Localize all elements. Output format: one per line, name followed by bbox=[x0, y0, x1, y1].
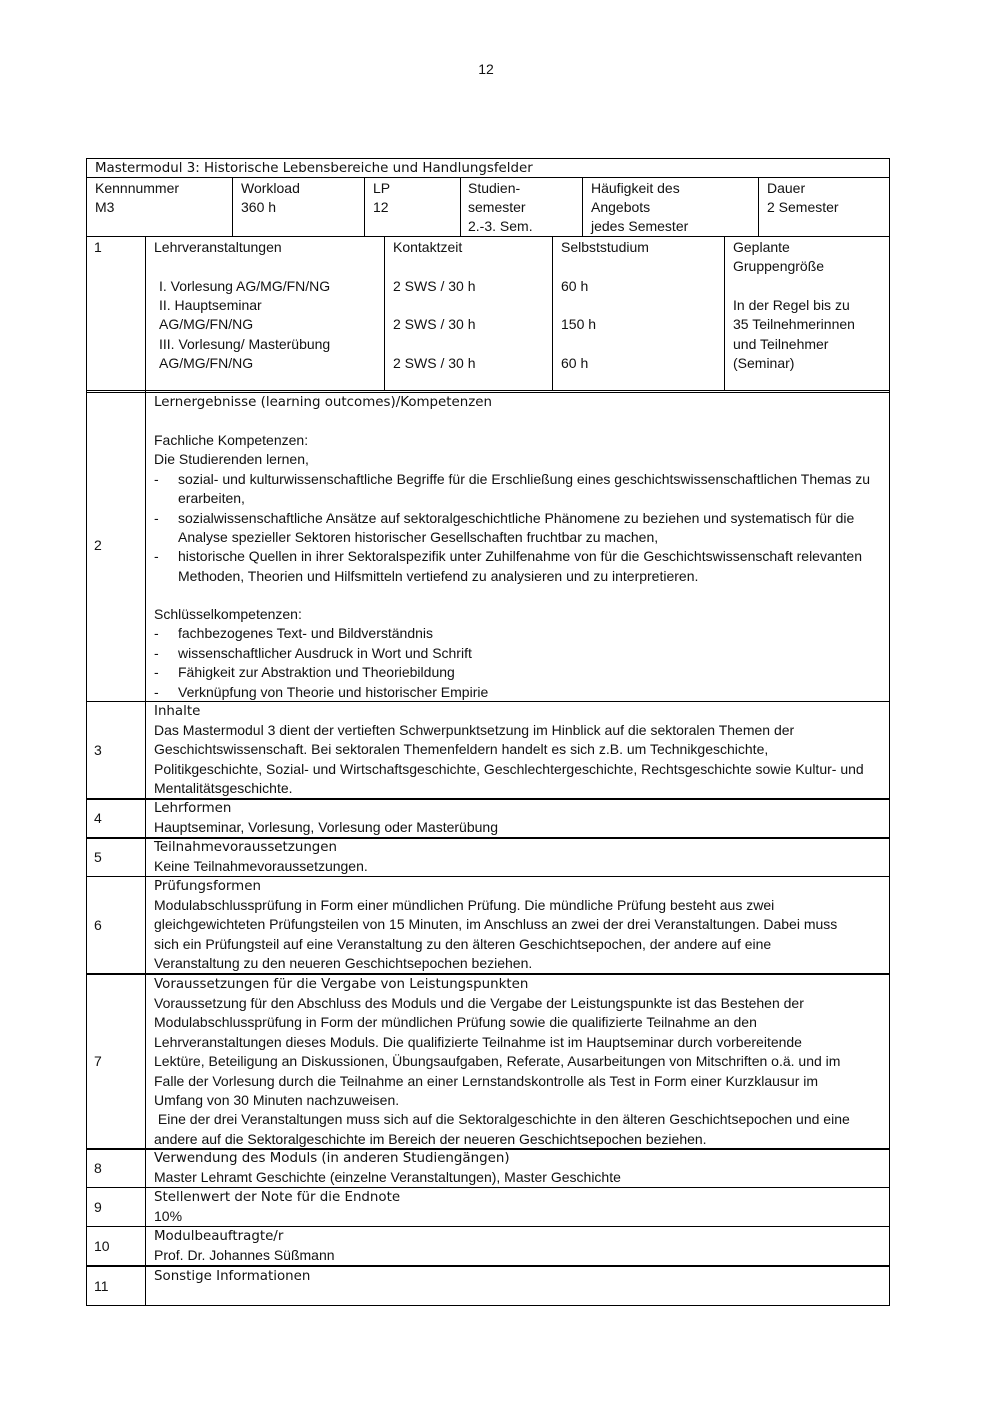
header-studiensemester-value: 2.-3. Sem. bbox=[468, 218, 533, 234]
course-name: III. Vorlesung/ Masterübung bbox=[159, 336, 331, 352]
col-header-gruppen-1: Geplante bbox=[733, 239, 790, 255]
course-name: II. Hauptseminar bbox=[159, 297, 262, 313]
list-item: - historische Quellen in ihrer Sektoralspezifik unter Zuhilfenahme von für die Geschichtswissenschaft relevanten Methoden, Theorien und Hilfsmitteln vertiefend zu analysieren und zu interpretieren. bbox=[154, 547, 874, 586]
row-number: 8 bbox=[94, 1160, 102, 1176]
section-text-paragraph: Eine der drei Veranstaltungen muss sich auf die Sektoralgeschichte in den älteren Geschichtsepochen und eine andere auf die Sektoralgeschichte im Bereich der neueren Geschichtsepochen beziehen. bbox=[154, 1111, 854, 1147]
section-text: Modulabschlussprüfung in Form einer mündlichen Prüfung. Die mündliche Prüfung besteht aus zwei gleichgewichteten Prüfungsteilen von 15 Minuten, im Anschluss an zwei der drei Veranstaltungen. Dabei muss sich ein Prüfungsteil auf eine Veranstaltung zu den älteren Geschichtsepochen, der andere auf eine Veranstaltung zu den neueren Geschichtsepochen beziehen. bbox=[154, 897, 838, 972]
section-heading: Lernergebnisse (learning outcomes)/Kompetenzen bbox=[154, 395, 493, 410]
header-lp-value: 12 bbox=[373, 199, 389, 215]
header-workload-value: 360 h bbox=[241, 199, 277, 215]
fachliche-kompetenzen bbox=[154, 431, 874, 586]
list-item: - sozialwissenschaftliche Ansätze auf sektoralgeschichtliche Phänomene zu beziehen und systematisch für die Analyse spezieller Sektoren historischer Gesellschaften fruchtbar zu machen, bbox=[154, 509, 874, 548]
course-name-line2: AG/MG/FN/NG bbox=[159, 355, 254, 371]
section-heading: Teilnahmevoraussetzungen bbox=[154, 840, 338, 855]
schluesselkompetenzen bbox=[154, 605, 874, 702]
row-number: 9 bbox=[94, 1199, 102, 1215]
course-name: I. Vorlesung AG/MG/FN/NG bbox=[159, 278, 331, 294]
header-dauer-label: Dauer bbox=[767, 180, 806, 196]
fachliche-intro: Die Studierenden lernen, bbox=[154, 451, 309, 468]
header-kennnummer-value: M3 bbox=[95, 199, 115, 215]
list-item: - sozial- und kulturwissenschaftliche Begriffe für die Erschließung eines geschichtswissenschaftlichen Themas zu erarbeiten, bbox=[154, 470, 874, 509]
row-number: 2 bbox=[94, 537, 102, 553]
course-name-line2: AG/MG/FN/NG bbox=[159, 316, 254, 332]
list-item: - wissenschaftlicher Ausdruck in Wort und Schrift bbox=[154, 644, 874, 663]
schluessel-heading: Schlüsselkompetenzen: bbox=[154, 606, 302, 622]
section-heading: Voraussetzungen für die Vergabe von Leistungspunkten bbox=[154, 977, 529, 992]
gruppen-text-line: 35 Teilnehmerinnen bbox=[733, 316, 855, 332]
header-kennnummer-label: Kennnummer bbox=[95, 180, 180, 196]
list-item: - Fähigkeit zur Abstraktion und Theoriebildung bbox=[154, 663, 874, 682]
row-number: 6 bbox=[94, 917, 102, 933]
course-kontaktzeit: 2 SWS / 30 h bbox=[393, 316, 476, 332]
header-studiensemester-label: Studien- bbox=[468, 180, 521, 196]
row-number: 10 bbox=[94, 1238, 110, 1254]
list-item: - Verknüpfung von Theorie und historischer Empirie bbox=[154, 683, 874, 702]
section-text: Prof. Dr. Johannes Süßmann bbox=[154, 1247, 335, 1263]
header-haeufigkeit-label2: Angebots bbox=[591, 199, 651, 215]
section-text-paragraph: Voraussetzung für den Abschluss des Moduls und die Vergabe der Leistungspunkte ist das Bestehen der Modulabschlussprüfung in Form der mündlichen Prüfung sowie die qualifizierte Teilnahme an den Lehrveranstaltungen dieses Moduls. Die qualifizierte Teilnahme ist im Hauptseminar durch vorbereitende Lektüre, Beteiligung an Diskussionen, Übungsaufgaben, Referate, Ausarbeitungen von Mitschriften o.ä. und im Falle der Vorlesung durch die Teilnahme an einer Lernstandskontrolle als Test in Form einer Kurzklausur im Umfang von 30 Minuten nachzuweisen. bbox=[154, 995, 841, 1109]
gruppen-text-line: (Seminar) bbox=[733, 355, 795, 371]
fachliche-heading: Fachliche Kompetenzen: bbox=[154, 432, 309, 448]
col-header-kontaktzeit: Kontaktzeit bbox=[393, 239, 463, 255]
header-dauer-value: 2 Semester bbox=[767, 199, 839, 215]
col-header-gruppen-2: Gruppengröße bbox=[733, 258, 825, 274]
section-text: Keine Teilnahmevoraussetzungen. bbox=[154, 858, 368, 874]
section-heading: Verwendung des Moduls (in anderen Studiengängen) bbox=[154, 1151, 510, 1166]
row-number: 3 bbox=[94, 742, 102, 758]
section-heading: Sonstige Informationen bbox=[154, 1269, 311, 1284]
course-kontaktzeit: 2 SWS / 30 h bbox=[393, 355, 476, 371]
section-text: 10% bbox=[154, 1208, 183, 1224]
row-number: 7 bbox=[94, 1053, 102, 1069]
section-heading: Inhalte bbox=[154, 704, 201, 719]
course-selbststudium: 60 h bbox=[561, 355, 589, 371]
row-number: 5 bbox=[94, 849, 102, 865]
fachliche-list bbox=[154, 470, 874, 586]
col-header-lehrveranstaltungen: Lehrveranstaltungen bbox=[154, 239, 282, 255]
row-number: 1 bbox=[94, 239, 102, 255]
gruppen-text-line: und Teilnehmer bbox=[733, 336, 829, 352]
row-number: 11 bbox=[94, 1278, 109, 1294]
header-haeufigkeit-value: jedes Semester bbox=[591, 218, 689, 234]
module-title: Mastermodul 3: Historische Lebensbereiche und Handlungsfelder bbox=[95, 161, 533, 176]
section-heading: Prüfungsformen bbox=[154, 879, 261, 894]
section-text: Das Mastermodul 3 dient der vertieften Schwerpunktsetzung im Hinblick auf die sektoralen Themen der Geschichtswissenschaft. Bei sektoralen Themenfeldern handelt es sich z.B. um Technikgeschichte, Politikgeschichte, Sozial- und Wirtschaftsgeschichte, Geschlechtergeschichte, Rechtsgeschichte sowie Kultur- und Mentalitätsgeschichte. bbox=[154, 722, 864, 797]
header-haeufigkeit-label: Häufigkeit des bbox=[591, 180, 680, 196]
section-heading: Modulbeauftragte/r bbox=[154, 1229, 284, 1244]
header-workload-label: Workload bbox=[241, 180, 300, 196]
section-heading: Stellenwert der Note für die Endnote bbox=[154, 1190, 401, 1205]
col-header-selbststudium: Selbststudium bbox=[561, 239, 649, 255]
course-selbststudium: 150 h bbox=[561, 316, 597, 332]
gruppen-text-line: In der Regel bis zu bbox=[733, 297, 850, 313]
course-selbststudium: 60 h bbox=[561, 278, 589, 294]
section-text: Hauptseminar, Vorlesung, Vorlesung oder Masterübung bbox=[154, 819, 498, 835]
header-studiensemester-label2: semester bbox=[468, 199, 526, 215]
page-number: 12 bbox=[478, 61, 494, 77]
schluessel-list bbox=[154, 624, 874, 702]
section-heading: Lehrformen bbox=[154, 801, 232, 816]
section-text: Master Lehramt Geschichte (einzelne Veranstaltungen), Master Geschichte bbox=[154, 1169, 621, 1185]
row-number: 4 bbox=[94, 810, 102, 826]
header-lp-label: LP bbox=[373, 180, 391, 196]
section-text bbox=[154, 994, 856, 1149]
course-kontaktzeit: 2 SWS / 30 h bbox=[393, 278, 476, 294]
list-item: - fachbezogenes Text- und Bildverständnis bbox=[154, 624, 874, 643]
